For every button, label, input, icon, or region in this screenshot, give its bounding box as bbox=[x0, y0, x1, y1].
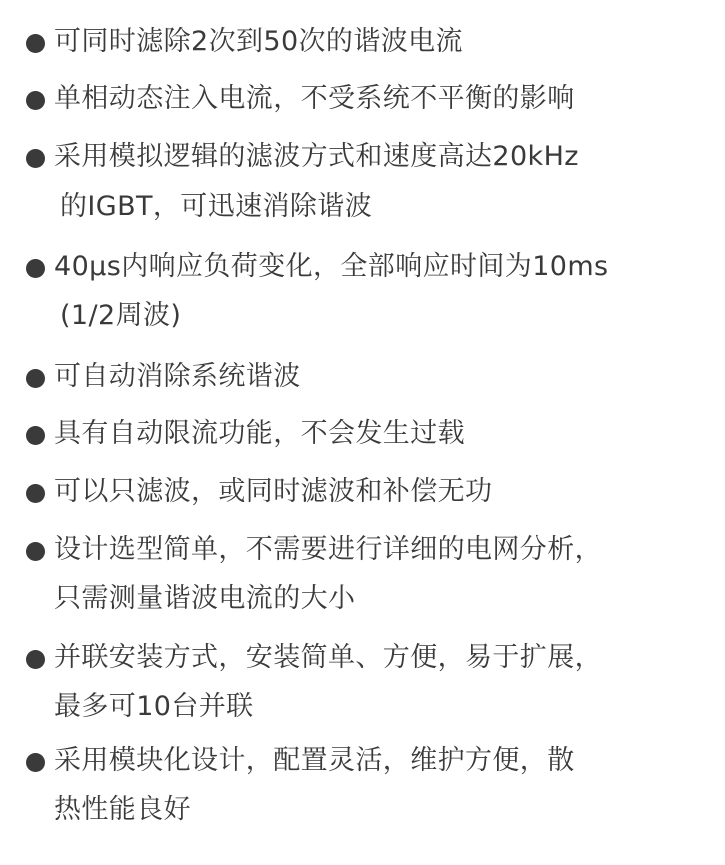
bullet-dot-icon bbox=[26, 650, 45, 669]
feature-line: 只需测量谐波电流的大小 bbox=[54, 583, 356, 614]
feature-line: 的IGBT，可迅速消除谐波 bbox=[60, 191, 373, 222]
feature-line: 采用模拟逻辑的滤波方式和速度高达20kHz bbox=[54, 141, 579, 172]
feature-line: 设计选型简单，不需要进行详细的电网分析， bbox=[54, 534, 602, 565]
feature-line: 具有自动限流功能，不会发生过载 bbox=[54, 418, 465, 449]
feature-line: (1/2周波) bbox=[60, 300, 182, 331]
feature-line: 并联安装方式，安装简单、方便，易于扩展， bbox=[54, 642, 602, 673]
bullet-dot-icon bbox=[26, 259, 45, 278]
bullet-dot-icon bbox=[26, 484, 45, 503]
feature-line: 可自动消除系统谐波 bbox=[54, 361, 301, 392]
feature-line: 40μs内响应负荷变化，全部响应时间为10ms bbox=[54, 251, 609, 282]
feature-line: 最多可10台并联 bbox=[54, 691, 254, 722]
feature-line: 可同时滤除2次到50次的谐波电流 bbox=[54, 26, 463, 57]
bullet-dot-icon bbox=[26, 34, 45, 53]
feature-line: 采用模块化设计，配置灵活，维护方便，散 bbox=[54, 745, 575, 776]
feature-line: 单相动态注入电流，不受系统不平衡的影响 bbox=[54, 83, 575, 114]
feature-line: 热性能良好 bbox=[54, 794, 191, 825]
bullet-dot-icon bbox=[26, 149, 45, 168]
bullet-dot-icon bbox=[26, 426, 45, 445]
bullet-dot-icon bbox=[26, 369, 45, 388]
bullet-dot-icon bbox=[26, 542, 45, 561]
bullet-dot-icon bbox=[26, 91, 45, 110]
bullet-dot-icon bbox=[26, 753, 45, 772]
feature-line: 可以只滤波，或同时滤波和补偿无功 bbox=[54, 476, 493, 507]
